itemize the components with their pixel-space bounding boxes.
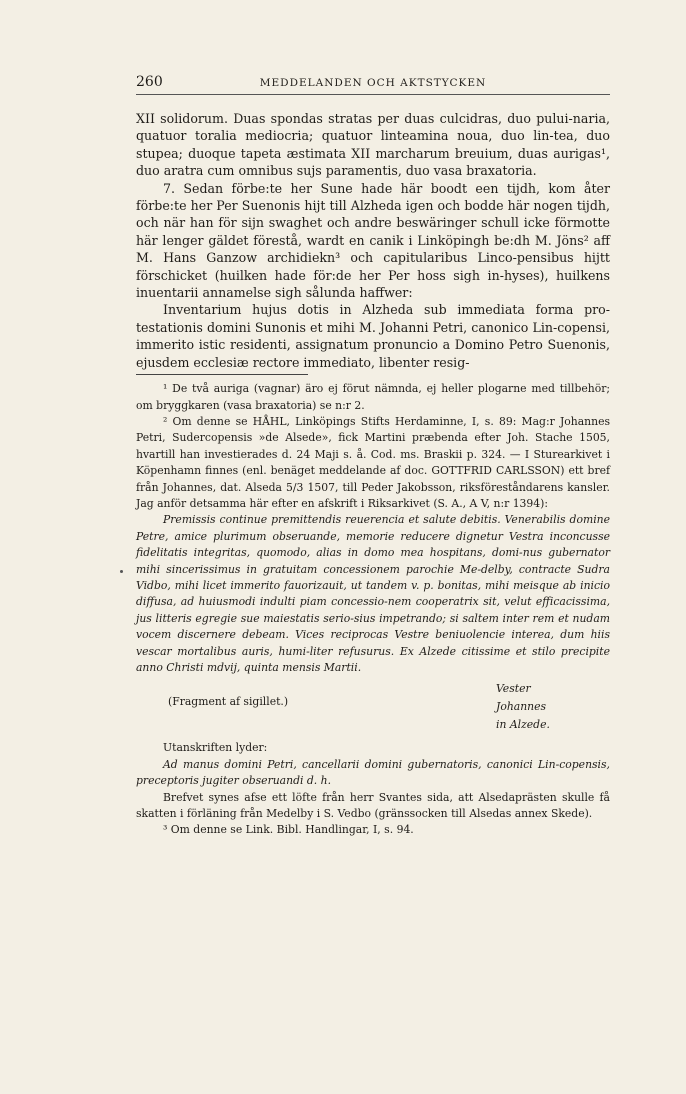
seal-fragment-note: (Fragment af sigillet.) bbox=[168, 695, 289, 709]
signoff-line-3: in Alzede. bbox=[496, 718, 550, 732]
latin-letter: Premissis continue premittendis reuerencia et salute debitis. Venerabilis domine Petre, amice plurimum obseruande, memorie reducere dignetur Vestra inconcusse fidelitatis integritas, quomodo, alias in domo mea hospitans, domi-nus gubernator mihi sincerissimus in gratuitam concessionem parochie Me-delby, contracte Sudra Vidbo, mihi licet immerito fauorizauit, ut tandem v. p. bonitas, mihi meisque ab inicio diffusa, ad huiusmodi indulti piam concessio-nem cooperatrix sit, velut efficacissima, jus litteris egregie sue maiestatis serio-sius impetrando; si saltem inter rem et nudam vocem discernere debeam. Vices reciprocas Vestre beniuolencie interea, dum hiis vescar mortalibus auris, humi-liter refusurus. Ex Alzede citissime et stilo precipite anno Christi mdvij, quinta mensis Martii. bbox=[136, 513, 610, 674]
paragraph-inventory-items: XII solidorum. Duas spondas stratas per duas culcidras, duo pului-naria, quatuor toralia mediocria; quatuor linteamina noua, duo lin-tea, duo stupea; duoque tapeta æstimata XII marcharum breuium, duas aurigas¹, duo aratra cum omnibus sujs paramentis, duo vasa braxatoria. bbox=[136, 111, 610, 179]
page-number: 260 bbox=[136, 74, 163, 90]
footnotes bbox=[136, 381, 610, 839]
page-body bbox=[136, 110, 610, 839]
outside-address: Ad manus domini Petri, cancellarii domini gubernatoris, canonici Lin-copensis, preceptoris jugiter obseruandi d. h. bbox=[136, 757, 610, 788]
footnote-2: ² Om denne se HÅHL, Linköpings Stifts Herdaminne, I, s. 89: Mag:r Johannes Petri, Sudercopensis »de Alsede», fick Martini præbenda efter Joh. Stache 1505, hvartill han investierades d. 24 Maji s. å. Cod. ms. Braskii p. 324. — I Sturearkivet i Köpenhamn finnes (enl. benäget meddelande af doc. GOTTFRID CARLSSON) ett bref från Johannes, dat. Alseda 5/3 1507, till Peder Jakobsson, riksföreståndarens kansler. Jag anför detsamma här efter en afskrift i Riksarkivet (S. A., A V, n:r 1394): bbox=[136, 414, 610, 510]
outside-address-label: Utanskriften lyder: bbox=[163, 741, 268, 755]
running-title: MEDDELANDEN OCH AKTSTYCKEN bbox=[259, 77, 487, 89]
margin-mark bbox=[120, 570, 123, 573]
signoff-line-1: Vester bbox=[496, 682, 531, 696]
letter-signoff bbox=[496, 680, 550, 734]
page-header bbox=[136, 74, 610, 95]
letter-closing bbox=[136, 676, 610, 740]
signoff-line-2: Johannes bbox=[496, 700, 547, 714]
footnote-1: ¹ De två auriga (vagnar) äro ej förut nämnda, ej heller plogarne med tillbehör; om bryggkaren (vasa braxatoria) se n:r 2. bbox=[136, 382, 610, 412]
paragraph-7: 7. Sedan förbe:te her Sune hade här boodt een tijdh, kom åter förbe:te her Per Suenonis hijt till Alzheda igen och bodde här nogen tijdh, och när han för sijn swaghet och andre beswäringer schull icke förmotte här lenger gäldet förestå, wardt en canik i Linköpingh be:dh M. Jöns² aff M. Hans Ganzow archidiekn³ och capitularibus Linco-pensibus hijtt förschicket (huilken hade för:de her Per hoss sigh in-hyses), huilkens inuentarii annamelse sigh sålunda haffwer: bbox=[136, 180, 610, 301]
footnote-3: ³ Om denne se Link. Bibl. Handlingar, I, s. 94. bbox=[163, 823, 414, 837]
editorial-remark: Brefvet synes afse ett löfte från herr Svantes sida, att Alsedaprästen skulle få skatten i förläning från Medelby i S. Vedbo (gränssocken till Alsedas annex Skede). bbox=[136, 790, 610, 821]
footnote-separator bbox=[136, 374, 308, 375]
paragraph-inventarium: Inventarium hujus dotis in Alzheda sub immediata forma pro-testationis domini Sunonis et mihi M. Johanni Petri, canonico Lin-copensi, immerito istic residenti, assignatum pronuncio a Domino Petro Suenonis, ejusdem ecclesiæ rectore immediato, libenter resig- bbox=[136, 302, 610, 370]
